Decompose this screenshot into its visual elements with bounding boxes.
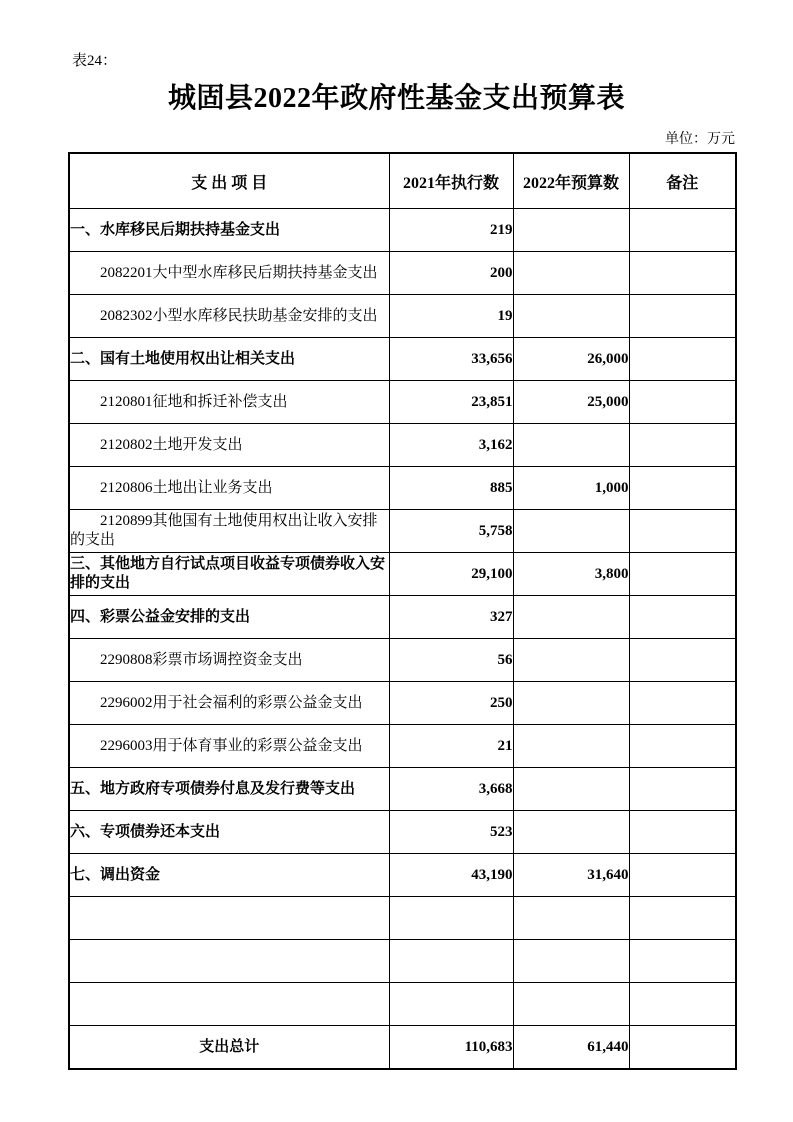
note-cell <box>629 768 736 811</box>
budget-2022-cell <box>513 811 629 854</box>
item-cell: 2296003用于体育事业的彩票公益金支出 <box>69 725 389 768</box>
table-row <box>69 725 736 768</box>
exec-2021-cell: 523 <box>389 811 513 854</box>
budget-2022-cell <box>513 252 629 295</box>
budget-2022-cell <box>513 639 629 682</box>
item-cell: 2120806土地出让业务支出 <box>69 467 389 510</box>
budget-2022-cell <box>513 295 629 338</box>
column-header-budget-2022: 2022年预算数 <box>513 153 629 209</box>
exec-2021-cell <box>389 983 513 1026</box>
exec-2021-cell: 29,100 <box>389 553 513 596</box>
header-row <box>69 153 736 209</box>
note-cell <box>629 338 736 381</box>
table-row <box>69 338 736 381</box>
budget-2022-cell: 61,440 <box>513 1026 629 1070</box>
item-cell: 2296002用于社会福利的彩票公益金支出 <box>69 682 389 725</box>
note-cell <box>629 252 736 295</box>
budget-2022-cell <box>513 596 629 639</box>
exec-2021-cell: 21 <box>389 725 513 768</box>
exec-2021-cell: 33,656 <box>389 338 513 381</box>
budget-2022-cell <box>513 424 629 467</box>
note-cell <box>629 983 736 1026</box>
table-row <box>69 381 736 424</box>
budget-2022-cell <box>513 682 629 725</box>
exec-2021-cell: 219 <box>389 209 513 252</box>
note-cell <box>629 381 736 424</box>
note-cell <box>629 854 736 897</box>
table-row <box>69 596 736 639</box>
table-row <box>69 811 736 854</box>
note-cell <box>629 295 736 338</box>
budget-2022-cell <box>513 897 629 940</box>
budget-2022-cell <box>513 510 629 553</box>
table-row <box>69 639 736 682</box>
item-cell: 四、彩票公益金安排的支出 <box>69 596 389 639</box>
table-row <box>69 940 736 983</box>
item-cell: 支出总计 <box>69 1026 389 1070</box>
item-cell: 2120899其他国有土地使用权出让收入安排的支出 <box>69 510 389 553</box>
item-cell: 七、调出资金 <box>69 854 389 897</box>
item-cell: 三、其他地方自行试点项目收益专项债券收入安排的支出 <box>69 553 389 596</box>
table-row <box>69 553 736 596</box>
item-cell: 五、地方政府专项债券付息及发行费等支出 <box>69 768 389 811</box>
item-cell: 2120802土地开发支出 <box>69 424 389 467</box>
budget-2022-cell <box>513 209 629 252</box>
note-cell <box>629 510 736 553</box>
note-cell <box>629 424 736 467</box>
table-row <box>69 768 736 811</box>
item-cell <box>69 983 389 1026</box>
item-cell: 二、国有土地使用权出让相关支出 <box>69 338 389 381</box>
item-cell: 2120801征地和拆迁补偿支出 <box>69 381 389 424</box>
exec-2021-cell <box>389 940 513 983</box>
column-header-exec-2021: 2021年执行数 <box>389 153 513 209</box>
exec-2021-cell: 3,668 <box>389 768 513 811</box>
item-cell <box>69 940 389 983</box>
budget-2022-cell <box>513 768 629 811</box>
note-cell <box>629 467 736 510</box>
item-cell <box>69 897 389 940</box>
table-row <box>69 209 736 252</box>
page-title: 城固县2022年政府性基金支出预算表 <box>167 83 625 114</box>
exec-2021-cell: 5,758 <box>389 510 513 553</box>
note-cell <box>629 897 736 940</box>
table-row <box>69 897 736 940</box>
exec-2021-cell: 3,162 <box>389 424 513 467</box>
table-row <box>69 295 736 338</box>
table-row <box>69 252 736 295</box>
exec-2021-cell: 327 <box>389 596 513 639</box>
table-row <box>69 983 736 1026</box>
column-header-note: 备注 <box>629 153 736 209</box>
table-row <box>69 424 736 467</box>
exec-2021-cell <box>389 897 513 940</box>
table-row <box>69 467 736 510</box>
exec-2021-cell: 250 <box>389 682 513 725</box>
table-row <box>69 682 736 725</box>
item-cell: 2082201大中型水库移民后期扶持基金支出 <box>69 252 389 295</box>
note-cell <box>629 639 736 682</box>
item-cell: 六、专项债券还本支出 <box>69 811 389 854</box>
budget-2022-cell <box>513 725 629 768</box>
table-number-label: 表24： <box>72 53 118 69</box>
budget-table <box>68 152 737 1070</box>
budget-2022-cell: 3,800 <box>513 553 629 596</box>
table-row <box>69 510 736 553</box>
note-cell <box>629 811 736 854</box>
item-cell: 2290808彩票市场调控资金支出 <box>69 639 389 682</box>
exec-2021-cell: 19 <box>389 295 513 338</box>
note-cell <box>629 725 736 768</box>
item-cell: 一、水库移民后期扶持基金支出 <box>69 209 389 252</box>
note-cell <box>629 596 736 639</box>
budget-2022-cell: 1,000 <box>513 467 629 510</box>
table-row <box>69 854 736 897</box>
note-cell <box>629 209 736 252</box>
note-cell <box>629 553 736 596</box>
unit-note: 单位：万元 <box>665 132 735 147</box>
budget-2022-cell <box>513 940 629 983</box>
note-cell <box>629 682 736 725</box>
table-row <box>69 1026 736 1070</box>
budget-2022-cell: 26,000 <box>513 338 629 381</box>
exec-2021-cell: 110,683 <box>389 1026 513 1070</box>
exec-2021-cell: 23,851 <box>389 381 513 424</box>
exec-2021-cell: 56 <box>389 639 513 682</box>
column-header-item: 支 出 项 目 <box>69 153 389 209</box>
item-cell: 2082302小型水库移民扶助基金安排的支出 <box>69 295 389 338</box>
note-cell <box>629 1026 736 1070</box>
exec-2021-cell: 885 <box>389 467 513 510</box>
exec-2021-cell: 200 <box>389 252 513 295</box>
budget-2022-cell <box>513 983 629 1026</box>
budget-2022-cell: 31,640 <box>513 854 629 897</box>
note-cell <box>629 940 736 983</box>
budget-2022-cell: 25,000 <box>513 381 629 424</box>
exec-2021-cell: 43,190 <box>389 854 513 897</box>
